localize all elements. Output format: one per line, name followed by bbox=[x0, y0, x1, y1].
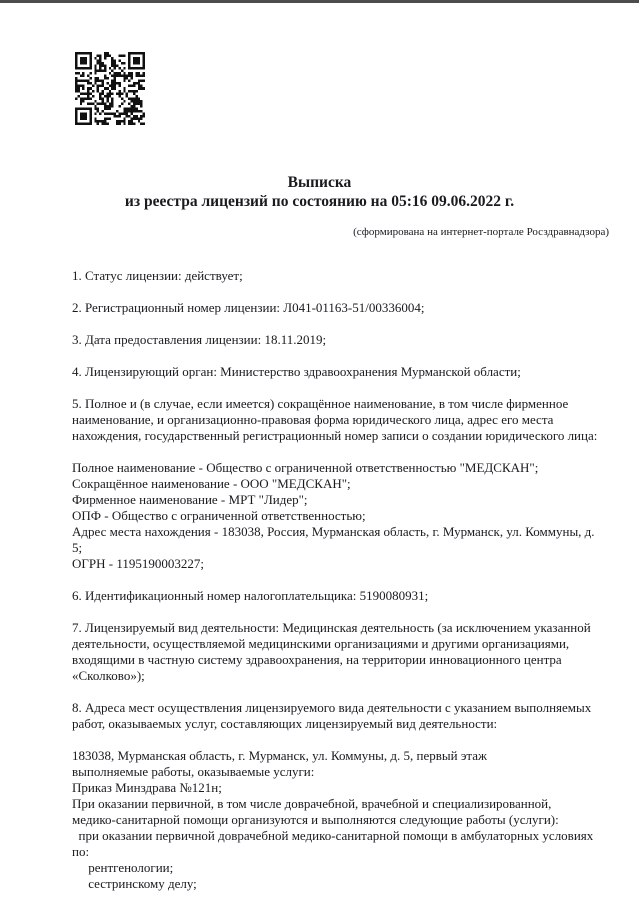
document-line: 183038, Мурманская область, г. Мурманск, ул. Коммуны, д. 5, первый этаж bbox=[72, 748, 488, 763]
document-line: наименование, и организационно-правовая форма юридического лица, адрес его места bbox=[72, 412, 554, 427]
document-line: 7. Лицензируемый вид деятельности: Медицинская деятельность (за исключением указанной bbox=[72, 620, 591, 635]
paragraph bbox=[72, 460, 615, 572]
document-line: При оказании первичной, в том числе доврачебной, врачебной и специализированной, bbox=[72, 796, 552, 811]
paragraph bbox=[72, 620, 615, 684]
document-line: ОГРН - 1195190003227; bbox=[72, 556, 204, 571]
document-line: 2. Регистрационный номер лицензии: Л041-01163-51/00336004; bbox=[72, 300, 425, 315]
paragraph bbox=[72, 748, 615, 892]
document-title bbox=[0, 173, 639, 211]
document-line: 3. Дата предоставления лицензии: 18.11.2019; bbox=[72, 332, 327, 347]
document-line: 5; bbox=[72, 540, 83, 555]
qr-code-icon bbox=[75, 52, 145, 125]
document-title-line1: Выписка bbox=[287, 174, 352, 191]
paragraph bbox=[72, 300, 615, 316]
document-line: Фирменное наименование - МРТ "Лидер"; bbox=[72, 492, 308, 507]
document-line: выполняемые работы, оказываемые услуги: bbox=[72, 764, 315, 779]
document-line: нахождения, государственный регистрационный номер записи о создании юридического лица: bbox=[72, 428, 598, 443]
document-line: медико-санитарной помощи организуются и выполняются следующие работы (услуги): bbox=[72, 812, 559, 827]
paragraph bbox=[72, 268, 615, 284]
document-line: Полное наименование - Общество с ограниченной ответственностью "МЕДСКАН"; bbox=[72, 460, 539, 475]
document-line: Сокращённое наименование - ООО "МЕДСКАН"; bbox=[72, 476, 351, 491]
paragraph bbox=[72, 396, 615, 444]
paragraph bbox=[72, 332, 615, 348]
page-top-rule bbox=[0, 0, 639, 3]
document-body bbox=[72, 268, 615, 892]
document-line: работ, оказываемых услуг, составляющих лицензируемый вид деятельности: bbox=[72, 716, 498, 731]
paragraph bbox=[72, 588, 615, 604]
document-line: Адрес места нахождения - 183038, Россия, Мурманская область, г. Мурманск, ул. Коммуны, д. bbox=[72, 524, 595, 539]
document-line: «Сколково»); bbox=[72, 668, 145, 683]
paragraph bbox=[72, 700, 615, 732]
document-line: при оказании первичной доврачебной медико-санитарной помощи в амбулаторных условиях bbox=[72, 828, 594, 843]
document-line: Приказ Минздрава №121н; bbox=[72, 780, 222, 795]
document-line: входящими в частную систему здравоохранения, на территории инновационного центра bbox=[72, 652, 562, 667]
paragraph bbox=[72, 364, 615, 380]
document-title-line2: из реестра лицензий по состоянию на 05:16 09.06.2022 г. bbox=[124, 193, 515, 210]
document-line: сестринскому делу; bbox=[72, 876, 197, 891]
document-line: 5. Полное и (в случае, если имеется) сокращённое наименование, в том числе фирменное bbox=[72, 396, 569, 411]
document-line: 1. Статус лицензии: действует; bbox=[72, 268, 243, 283]
document-line: по: bbox=[72, 844, 90, 859]
document-line: 6. Идентификационный номер налогоплательщика: 5190080931; bbox=[72, 588, 429, 603]
document-line: ОПФ - Общество с ограниченной ответственностью; bbox=[72, 508, 366, 523]
document-line: деятельности, осуществляемой медицинскими организациями и другими организациями, bbox=[72, 636, 570, 651]
document-line: 8. Адреса мест осуществления лицензируемого вида деятельности с указанием выполняемых bbox=[72, 700, 592, 715]
document-line: 4. Лицензирующий орган: Министерство здравоохранения Мурманской области; bbox=[72, 364, 521, 379]
document-line: рентгенологии; bbox=[72, 860, 174, 875]
document-subtitle: (сформирована на интернет-портале Росздравнадзора) bbox=[353, 226, 609, 238]
